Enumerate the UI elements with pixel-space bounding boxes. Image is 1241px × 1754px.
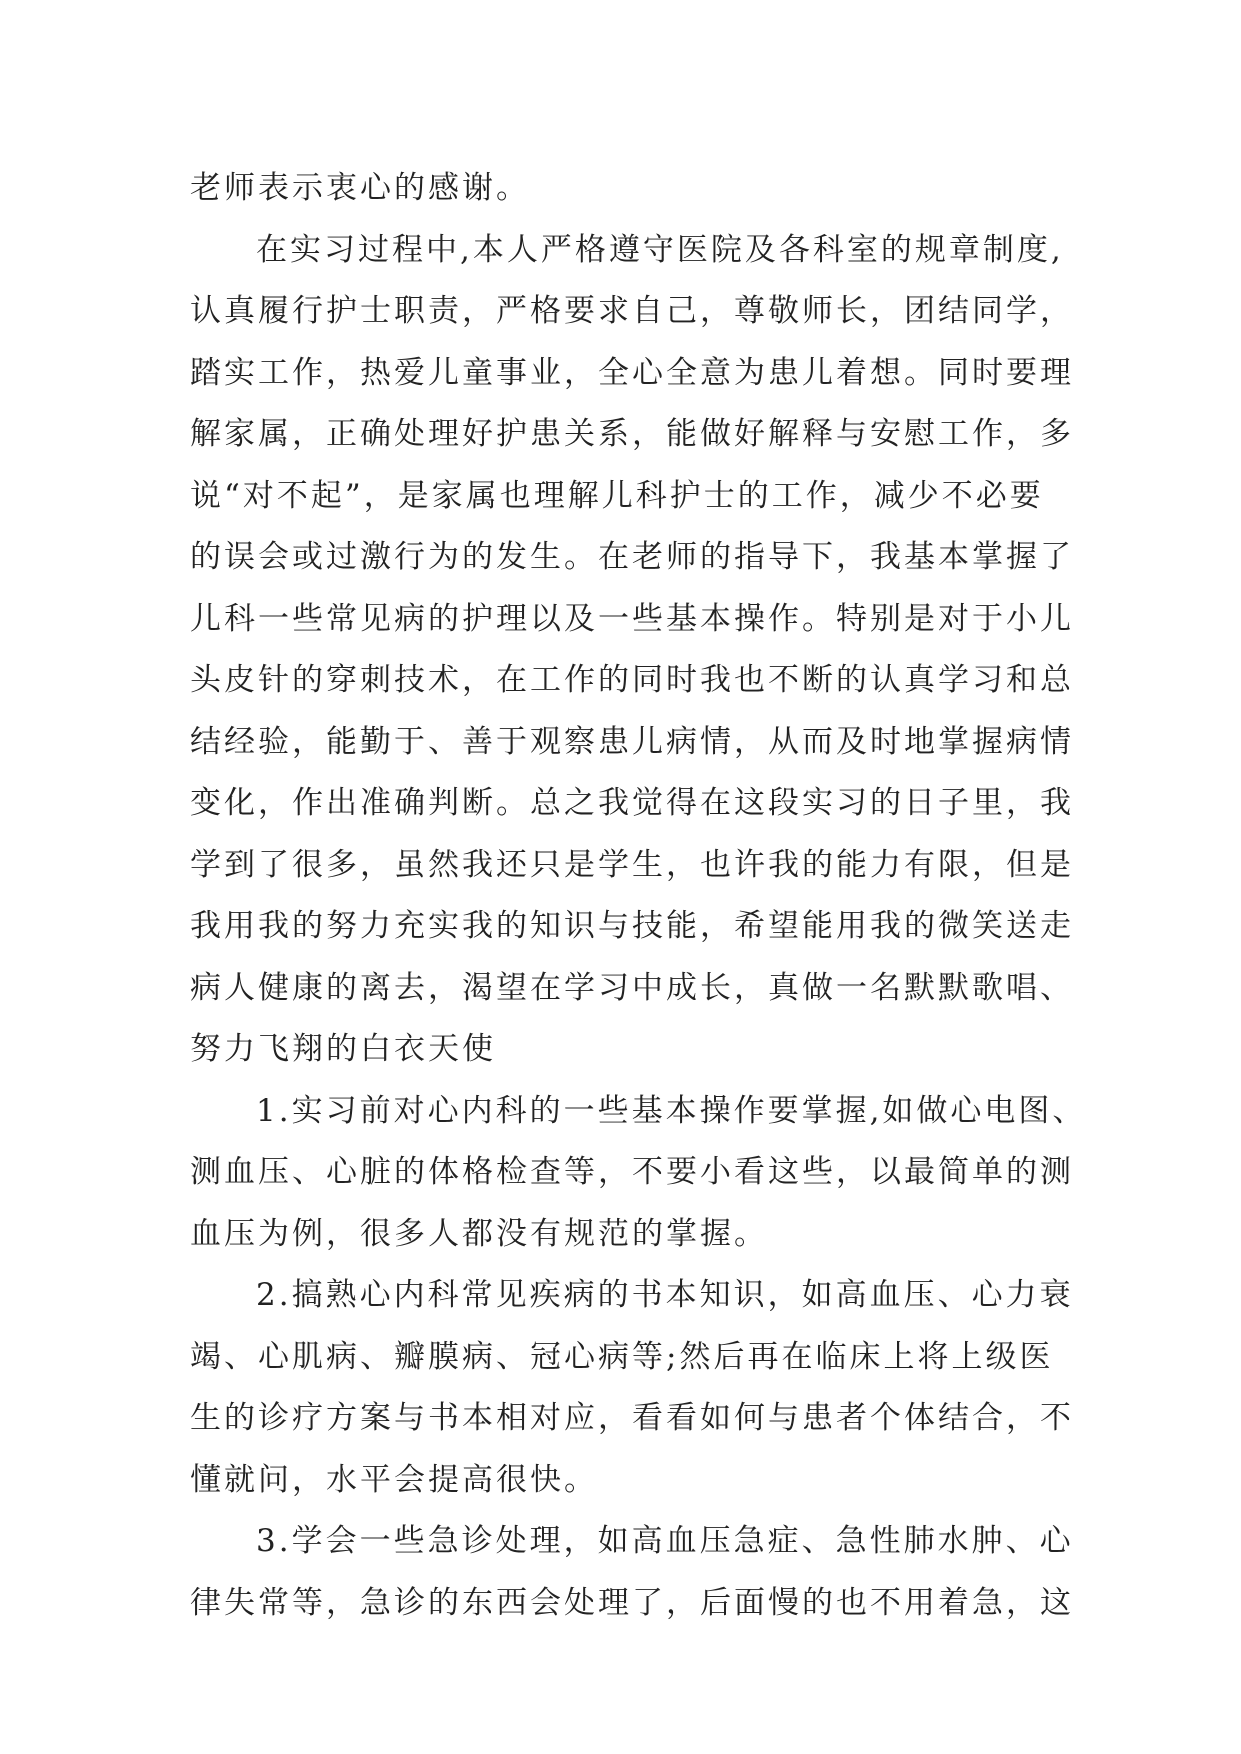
text-line: 解家属，正确处理好护患关系，能做好解释与安慰工作，多 <box>190 416 1074 452</box>
text-line: 的误会或过激行为的发生。在老师的指导下，我基本掌握了 <box>190 539 1074 575</box>
text-line: 结经验，能勤于、善于观察患儿病情，从而及时地掌握病情 <box>190 723 1074 760</box>
text-line: 懂就问，水平会提高很快。 <box>190 1461 598 1498</box>
text-line: 说“对不起”，是家属也理解儿科护士的工作，减少不必要 <box>190 477 1044 514</box>
text-line: 律失常等，急诊的东西会处理了，后面慢的也不用着急，这 <box>190 1584 1074 1621</box>
text-line: 儿科一些常见病的护理以及一些基本操作。特别是对于小儿 <box>190 600 1074 637</box>
text-line: 我用我的努力充实我的知识与技能，希望能用我的微笑送走 <box>190 908 1074 944</box>
text-line: 踏实工作，热爱儿童事业，全心全意为患儿着想。同时要理 <box>190 354 1074 391</box>
text-line: 变化，作出准确判断。总之我觉得在这段实习的日子里，我 <box>190 785 1074 821</box>
text-line: 认真履行护士职责，严格要求自己，尊敬师长，团结同学， <box>190 293 1074 329</box>
list-item-2-start-line: 2.搞熟心内科常见疾病的书本知识，如高血压、心力衰 <box>256 1277 1074 1313</box>
list-item-3-start-line: 3.学会一些急诊处理，如高血压急症、急性肺水肿、心 <box>256 1523 1074 1559</box>
document-body <box>190 158 1087 1634</box>
text-line: 生的诊疗方案与书本相对应，看看如何与患者个体结合，不 <box>190 1400 1074 1436</box>
text-line: 头皮针的穿刺技术，在工作的同时我也不断的认真学习和总 <box>190 662 1074 698</box>
text-line: 学到了很多，虽然我还只是学生，也许我的能力有限，但是 <box>190 846 1074 883</box>
list-item-1-start-line: 1.实习前对心内科的一些基本操作要掌握,如做心电图、 <box>256 1092 1087 1129</box>
text-line: 老师表示衷心的感谢。 <box>190 170 530 206</box>
paragraph-start-line: 在实习过程中,本人严格遵守医院及各科室的规章制度, <box>256 231 1064 268</box>
text-line: 血压为例，很多人都没有规范的掌握。 <box>190 1215 768 1252</box>
text-line: 竭、心肌病、瓣膜病、冠心病等;然后再在临床上将上级医 <box>190 1338 1054 1375</box>
text-line: 测血压、心脏的体格检查等，不要小看这些，以最简单的测 <box>190 1154 1074 1190</box>
text-line: 努力飞翔的白衣天使 <box>190 1031 496 1067</box>
text-line: 病人健康的离去，渴望在学习中成长，真做一名默默歌唱、 <box>190 969 1074 1006</box>
